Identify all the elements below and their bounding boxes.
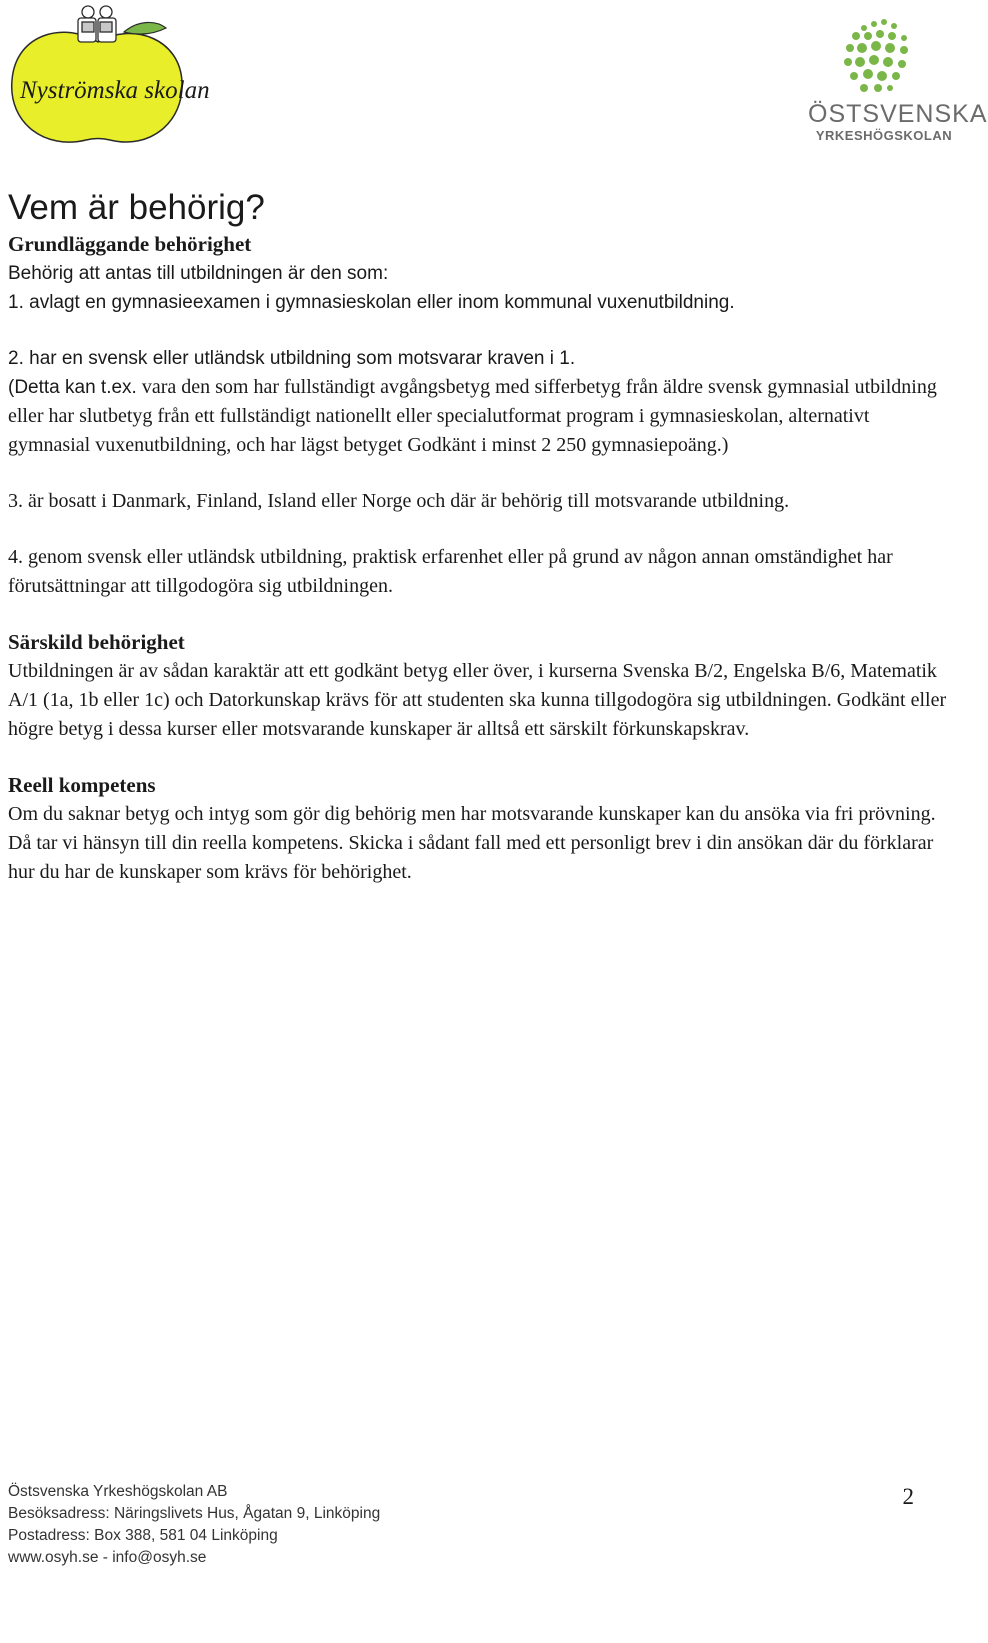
real-competence-body: Om du saknar betyg och intyg som gör dig behörig men har motsvarande kunskaper kan du ansöka via fri prövning. Då tar vi hänsyn till din reella kompetens. Skicka i sådant fall med ett personligt brev i din ansökan där du förklarar hur du har de kunskaper som krävs för behörighet. xyxy=(8,803,936,883)
footer-postal-address: Postadress: Box 388, 581 04 Linköping xyxy=(8,1527,278,1544)
basic-item-2-note xyxy=(8,373,952,460)
page-title: Vem är behörig? xyxy=(8,188,265,227)
section-heading-special: Särskild behörighet xyxy=(8,630,185,654)
nystromska-skolan-logo xyxy=(6,2,210,148)
basic-item-2-note-lead: (Detta kan t.ex. xyxy=(8,377,137,398)
basic-item-3: 3. är bosatt i Danmark, Finland, Island eller Norge och där är behörig till motsvarande utbildning. xyxy=(8,490,790,512)
basic-item-1: 1. avlagt en gymnasieexamen i gymnasieskolan eller inom kommunal vuxenutbildning. xyxy=(8,292,735,313)
basic-intro: Behörig att antas till utbildningen är den som: xyxy=(8,263,389,284)
footer-web-email: www.osyh.se - info@osyh.se xyxy=(8,1549,207,1566)
footer xyxy=(8,1481,708,1569)
logo-lettering: Nyströmska skolan xyxy=(20,77,210,104)
logo-right-subtitle: YRKESHÖGSKOLAN xyxy=(815,128,953,143)
special-body: Utbildningen är av sådan karaktär att ett godkänt betyg eller över, i kurserna Svenska B/2, Engelska B/6, Matematik A/1 (1a, 1b eller 1c) och Datorkunskap krävs för att studenten ska kunna tillgodogöra sig utbildningen. Godkänt eller högre betyg i dessa kurser eller motsvarande kunskaper är alltså ett särskilt förkunskapskrav. xyxy=(8,660,947,740)
page-number: 2 xyxy=(902,1484,914,1509)
section-heading-real-competence: Reell kompetens xyxy=(8,773,156,797)
section-heading-basic: Grundläggande behörighet xyxy=(8,232,252,256)
basic-item-2-note-body: vara den som har fullständigt avgångsbetyg med sifferbetyg från äldre svensk gymnasial utbildning eller har slutbetyg från ett fullständigt nationellt eller specialutformat program i gymnasieskolan, alternativt gymnasial vuxenutbildning, och har lägst betyget Godkänt i minst 2 250 gymnasiepoäng.) xyxy=(8,376,937,456)
footer-visit-address: Besöksadress: Näringslivets Hus, Ågatan 9, Linköping xyxy=(8,1505,381,1522)
document-body xyxy=(8,186,952,887)
basic-item-2: 2. har en svensk eller utländsk utbildning som motsvarar kraven i 1. xyxy=(8,348,576,369)
footer-company: Östsvenska Yrkeshögskolan AB xyxy=(8,1483,228,1500)
logo-right-name: ÖSTSVENSKA xyxy=(808,100,988,128)
basic-item-4: 4. genom svensk eller utländsk utbildning, praktisk erfarenhet eller på grund av någon annan omständighet har förutsättningar att tillgodogöra sig utbildningen. xyxy=(8,546,893,597)
